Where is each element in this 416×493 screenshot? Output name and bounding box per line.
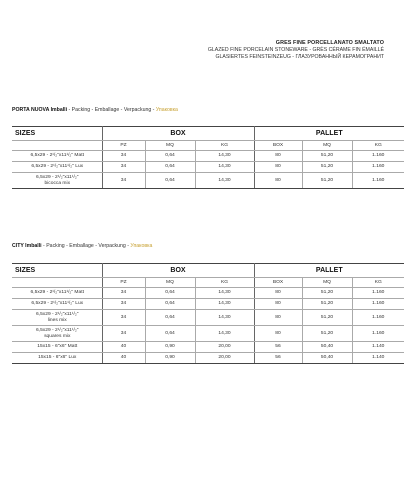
row-kg: 14,30 (195, 310, 254, 326)
row-size: 15x15 - 6"x6" Lux (12, 353, 102, 364)
row-size (12, 310, 102, 326)
row-pallet-kg: 1.140 (352, 342, 404, 353)
row-pallet-box: 80 (254, 326, 302, 342)
section-title-rest: - Packing - Emballage - Verpackung - (41, 243, 131, 249)
table-row (12, 288, 404, 299)
row-pallet-mq: 51,20 (302, 310, 352, 326)
row-pallet-box: 80 (254, 173, 302, 189)
table-header-row (12, 127, 404, 141)
row-kg: 14,30 (195, 173, 254, 189)
table-row (12, 151, 404, 162)
header-subtitle-en-fr: GLAZED FINE PORCELAIN STONEWARE - GRÈS CÉRAME FIN ÉMAILLÉ (207, 47, 384, 53)
row-mq: 0,64 (145, 326, 195, 342)
section-title-rest: - Packing - Emballage - Verpackung - (67, 107, 156, 113)
section-title-ru: Упаковка (130, 243, 153, 249)
col-sizes-header: SIZES (12, 127, 102, 141)
section-title-strong: PORTA NUOVA Imballi (12, 107, 68, 113)
row-pz: 34 (102, 173, 145, 189)
row-pallet-kg: 1.160 (352, 310, 404, 326)
row-pallet-box: 56 (254, 342, 302, 353)
subheader-empty (12, 141, 102, 151)
row-pallet-kg: 1.160 (352, 288, 404, 299)
subheader-pz: PZ (102, 141, 145, 151)
section-title-porta-nuova (12, 107, 178, 114)
row-size: 6,5x29 - 2¹/₂"x11¹/₂" Matt (12, 151, 102, 162)
row-kg: 14,30 (195, 288, 254, 299)
row-mq: 0,64 (145, 151, 195, 162)
row-pz: 40 (102, 342, 145, 353)
row-pallet-box: 80 (254, 310, 302, 326)
col-pallet-header: PALLET (254, 127, 404, 141)
row-kg: 14,30 (195, 299, 254, 310)
table-subheader-row (12, 141, 404, 151)
table-row (12, 310, 404, 326)
section-title-city (12, 243, 152, 250)
row-pz: 34 (102, 288, 145, 299)
subheader-mq: MQ (145, 278, 195, 288)
row-pallet-box: 80 (254, 151, 302, 162)
row-pallet-mq: 51,20 (302, 326, 352, 342)
table-row (12, 342, 404, 353)
row-kg: 14,30 (195, 151, 254, 162)
row-kg: 20,00 (195, 353, 254, 364)
row-size: 6,5x29 - 2¹/₂"x11¹/₂" Lux (12, 162, 102, 173)
row-pallet-kg: 1.160 (352, 326, 404, 342)
col-sizes-header: SIZES (12, 264, 102, 278)
subheader-kg: KG (195, 141, 254, 151)
col-pallet-header: PALLET (254, 264, 404, 278)
row-pallet-mq: 51,20 (302, 151, 352, 162)
row-size-line1: 6,5x29 - 2¹/₂"x11¹/₂" (35, 174, 79, 180)
row-size-line2: bicocca mix (44, 180, 71, 186)
row-size-line1: 6,5x29 - 2¹/₂"x11¹/₂" (35, 311, 79, 317)
table-header-row (12, 264, 404, 278)
row-size: 6,5x29 - 2¹/₂"x11¹/₂" Lux (12, 299, 102, 310)
subheader-pallet-mq: MQ (302, 278, 352, 288)
col-box-header: BOX (102, 264, 254, 278)
row-pallet-box: 80 (254, 288, 302, 299)
row-pallet-box: 80 (254, 162, 302, 173)
row-size-line1: 6,5x29 - 2¹/₂"x11¹/₂" (35, 327, 79, 333)
row-pallet-kg: 1.140 (352, 353, 404, 364)
row-pallet-mq: 51,20 (302, 162, 352, 173)
table-row (12, 299, 404, 310)
subheader-pz: PZ (102, 278, 145, 288)
row-pz: 34 (102, 310, 145, 326)
row-pallet-kg: 1.160 (352, 299, 404, 310)
section-title-ru: Упаковка (155, 107, 178, 113)
row-pz: 34 (102, 326, 145, 342)
row-mq: 0,64 (145, 173, 195, 189)
row-pallet-mq: 50,40 (302, 353, 352, 364)
packing-table-porta-nuova (12, 126, 404, 189)
subheader-pallet-box: BOX (254, 278, 302, 288)
row-pallet-kg: 1.160 (352, 173, 404, 189)
row-pallet-mq: 51,20 (302, 173, 352, 189)
row-size: 6,5x29 - 2¹/₂"x11¹/₂" Matt (12, 288, 102, 299)
table-row (12, 173, 404, 189)
header-title: GRES FINE PORCELLANATO SMALTATO (275, 40, 384, 46)
row-kg: 20,00 (195, 342, 254, 353)
subheader-pallet-box: BOX (254, 141, 302, 151)
row-pz: 34 (102, 151, 145, 162)
col-box-header: BOX (102, 127, 254, 141)
subheader-empty (12, 278, 102, 288)
row-pallet-mq: 51,20 (302, 299, 352, 310)
row-pallet-mq: 51,20 (302, 288, 352, 299)
table-row (12, 162, 404, 173)
row-pz: 34 (102, 299, 145, 310)
packing-table-city (12, 263, 404, 364)
row-mq: 0,90 (145, 353, 195, 364)
row-mq: 0,64 (145, 310, 195, 326)
row-pz: 40 (102, 353, 145, 364)
row-kg: 14,30 (195, 162, 254, 173)
row-size: 15x15 - 6"x6" Matt (12, 342, 102, 353)
header-subtitle-de-ru: GLASIERTES FEINSTEINZEUG - ГЛАЗУРОВАННЫЙ КЕРАМОГРАНИТ (215, 53, 384, 60)
table-row (12, 353, 404, 364)
row-size-line2: lines mix (47, 317, 67, 323)
row-pallet-mq: 50,40 (302, 342, 352, 353)
page-header (208, 40, 384, 60)
section-title-strong: CITY Imballi (12, 243, 42, 249)
subheader-pallet-kg: KG (352, 141, 404, 151)
subheader-pallet-kg: KG (352, 278, 404, 288)
subheader-kg: KG (195, 278, 254, 288)
row-size (12, 326, 102, 342)
row-pallet-box: 56 (254, 353, 302, 364)
row-size-line2: squares mix (44, 333, 71, 339)
table-subheader-row (12, 278, 404, 288)
row-pallet-box: 80 (254, 299, 302, 310)
row-size (12, 173, 102, 189)
row-mq: 0,90 (145, 342, 195, 353)
row-pz: 34 (102, 162, 145, 173)
subheader-pallet-mq: MQ (302, 141, 352, 151)
row-pallet-kg: 1.160 (352, 162, 404, 173)
table-row (12, 326, 404, 342)
row-kg: 14,30 (195, 326, 254, 342)
row-pallet-kg: 1.160 (352, 151, 404, 162)
row-mq: 0,64 (145, 162, 195, 173)
subheader-mq: MQ (145, 141, 195, 151)
row-mq: 0,64 (145, 299, 195, 310)
row-mq: 0,64 (145, 288, 195, 299)
